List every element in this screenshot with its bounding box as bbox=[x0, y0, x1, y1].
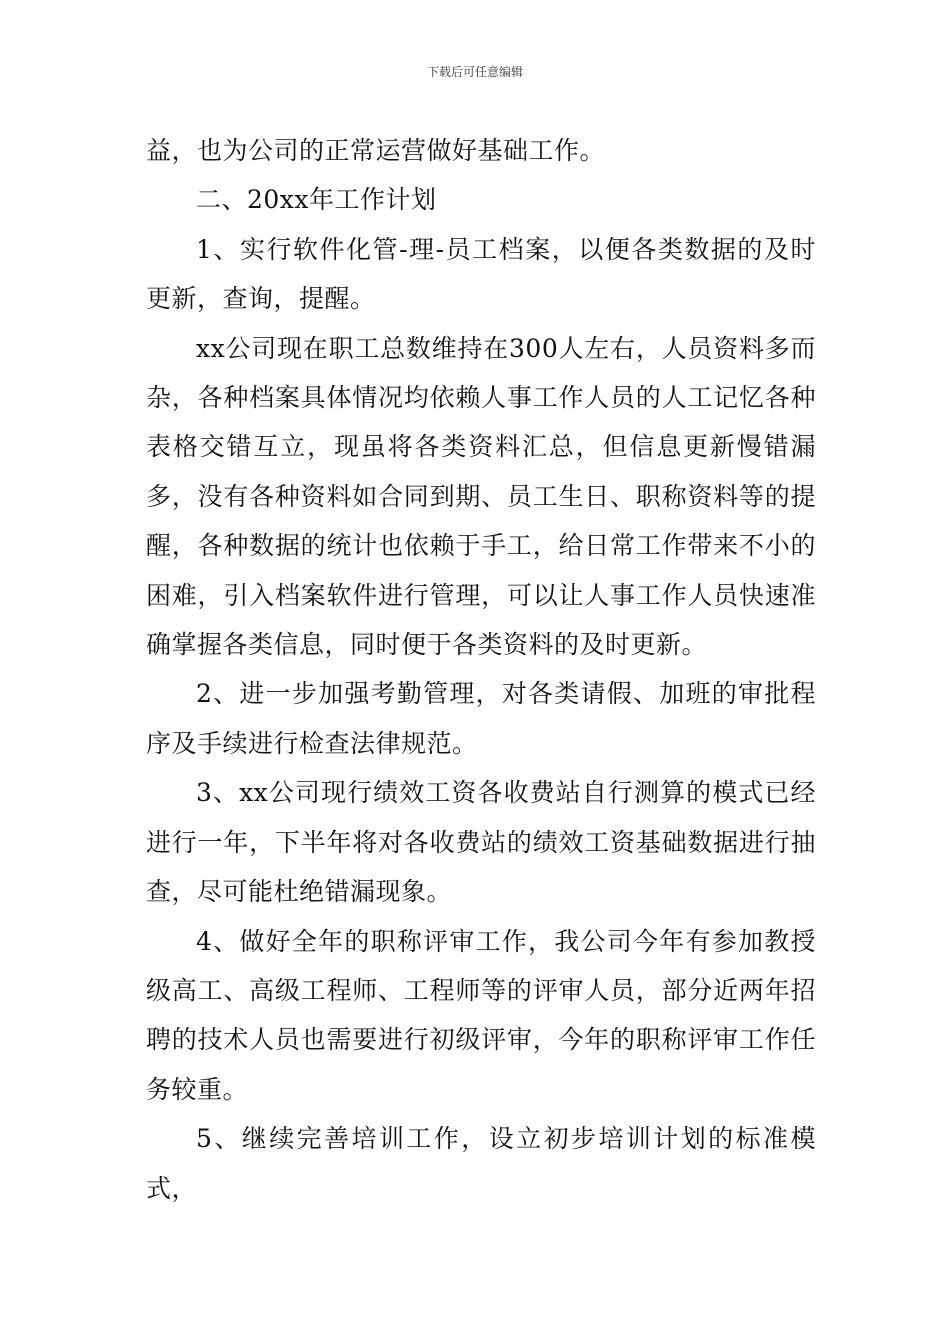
paragraph-item-4: 4、做好全年的职称评审工作，我公司今年有参加教授级高工、高级工程师、工程师等的评审人员，部分近两年招聘的技术人员也需要进行初级评审，今年的职称评审工作任务较重。 bbox=[146, 926, 816, 1104]
paragraph-item-1-detail: xx公司现在职工总数维持在300人左右，人员资料多而杂，各种档案具体情况均依赖人事工作人员的人工记忆各种表格交错互立，现虽将各类资料汇总，但信息更新慢错漏多，没有各种资料如合同到期、员工生日、职称资料等的提醒，各种数据的统计也依赖于手工，给日常工作带来不小的困难，引入档案软件进行管理，可以让人事工作人员快速准确掌握各类信息，同时便于各类资料的及时更新。 bbox=[146, 333, 816, 660]
paragraph-item-2: 2、进一步加强考勤管理，对各类请假、加班的审批程序及手续进行检查法律规范。 bbox=[146, 679, 816, 758]
page-header-note: 下载后可任意编辑 bbox=[426, 65, 523, 79]
paragraph-continuation: 益，也为公司的正常运营做好基础工作。 bbox=[146, 136, 606, 165]
paragraph-item-1: 1、实行软件化管-理-员工档案，以便各类数据的及时更新，查询，提醒。 bbox=[146, 234, 816, 314]
paragraph-item-5: 5、继续完善培训工作，设立初步培训计划的标准模式， bbox=[146, 1124, 816, 1203]
section-heading: 二、20xx年工作计划 bbox=[196, 185, 437, 215]
paragraph-item-3: 3、xx公司现行绩效工资各收费站自行测算的模式已经进行一年，下半年将对各收费站的绩效工资基础数据进行抽查，尽可能杜绝错漏现象。 bbox=[146, 778, 816, 907]
document-body bbox=[146, 126, 816, 1213]
